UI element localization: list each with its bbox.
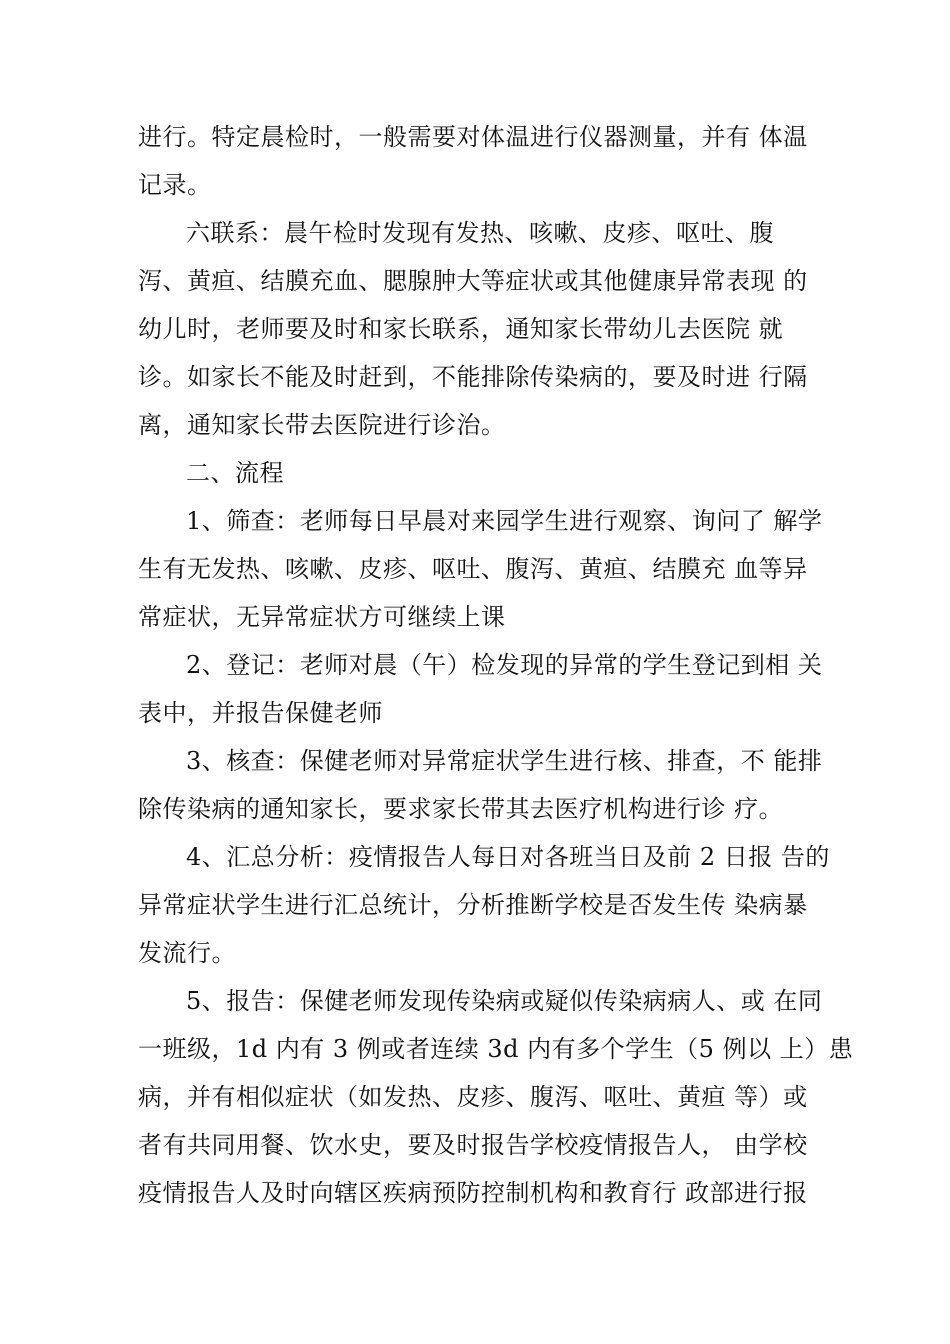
text-line: 2、登记：老师对晨（午）检发现的异常的学生登记到相 关 (186, 651, 823, 679)
text-line: 者有共同用餐、饮水史，要及时报告学校疫情报告人， 由学校 (138, 1131, 808, 1159)
text-line: 异常症状学生进行汇总统计，分析推断学校是否发生传 染病暴 (138, 891, 808, 919)
text-line: 1、筛查：老师每日早晨对来园学生进行观察、询问了 解学 (186, 507, 823, 535)
text-line: 一班级，1d 内有 3 例或者连续 3d 内有多个学生（5 例以 上）患 (138, 1035, 854, 1063)
text-line: 进行。特定晨检时，一般需要对体温进行仪器测量，并有 体温 (138, 123, 808, 151)
text-line: 六联系：晨午检时发现有发热、咳嗽、皮疹、呕吐、腹 (186, 219, 774, 247)
text-line: 5、报告：保健老师发现传染病或疑似传染病病人、或 在同 (186, 987, 823, 1015)
text-line: 诊。如家长不能及时赶到，不能排除传染病的，要及时进 行隔 (138, 363, 808, 391)
text-line: 幼儿时，老师要及时和家长联系，通知家长带幼儿去医院 就 (138, 315, 784, 343)
text-line: 4、汇总分析：疫情报告人每日对各班当日及前 2 日报 告的 (186, 843, 830, 871)
text-line: 病，并有相似症状（如发热、皮疹、腹泻、呕吐、黄疸 等）或 (138, 1083, 808, 1111)
text-line: 发流行。 (138, 939, 236, 967)
text-line: 疫情报告人及时向辖区疾病预防控制机构和教育行 政部进行报 (138, 1179, 808, 1207)
text-line: 记录。 (138, 171, 212, 199)
text-line: 除传染病的通知家长，要求家长带其去医疗机构进行诊 疗。 (138, 795, 784, 823)
text-line: 生有无发热、咳嗽、皮疹、呕吐、腹泻、黄疸、结膜充 血等异 (138, 555, 808, 583)
text-line: 常症状，无异常症状方可继续上课 (138, 603, 506, 631)
text-line: 表中，并报告保健老师 (138, 699, 383, 727)
text-line: 离，通知家长带去医院进行诊治。 (138, 411, 506, 439)
section-heading: 二、流程 (186, 459, 284, 487)
text-line: 3、核查：保健老师对异常症状学生进行核、排查，不 能排 (186, 747, 823, 775)
text-line: 泻、黄疸、结膜充血、腮腺肿大等症状或其他健康异常表现 的 (138, 267, 808, 295)
